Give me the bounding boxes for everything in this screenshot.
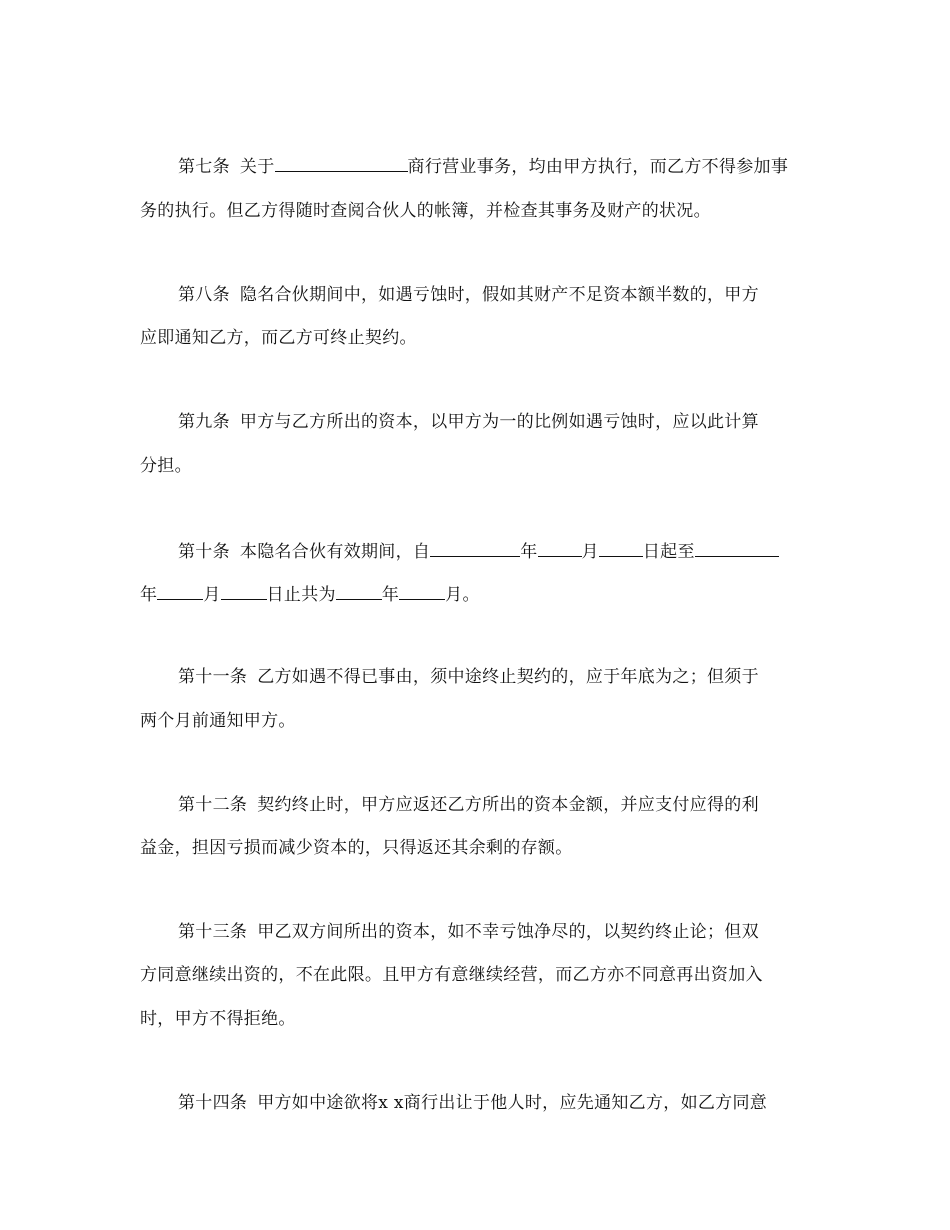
article-9-line-2: 分担。 [140,456,192,476]
article-10-line-1 [178,538,812,562]
article-8-line-1 [178,283,812,307]
article-11-text: 乙方如遇不得已事由，须中途终止契约的，应于年底为之；但须于 [257,667,759,687]
article-7-label: 第七条 [178,157,230,177]
article-13-line-1 [178,920,812,944]
article-10-text-3: 月 [581,542,599,562]
article-8-line-2: 应即通知乙方，而乙方可终止契约。 [140,328,417,348]
article-10-blank-year-start [430,538,520,557]
article-13-line-3: 时，甲方不得拒绝。 [140,1009,296,1029]
article-7-blank [275,153,408,172]
article-10-blank-months [399,581,445,600]
article-11-label: 第十一条 [178,667,248,687]
article-13-line-2: 方同意继续出资的，不在此限。且甲方有意继续经营，而乙方亦不同意再出资加入 [140,965,763,985]
article-7-text-post: 商行营业事务，均由甲方执行，而乙方不得参加事 [407,157,789,177]
article-12-text: 契约终止时，甲方应返还乙方所出的资本金额，并应支付应得的利 [257,795,759,815]
article-10-text-4: 日起至 [642,542,695,562]
article-12-label: 第十二条 [178,795,248,815]
article-9-line-1 [178,410,812,434]
article-10-blank-years [336,581,382,600]
article-11-line-1 [178,665,812,689]
article-14-label: 第十四条 [178,1093,248,1113]
article-7-text-pre: 关于 [239,157,275,177]
article-12-line-2: 益金，担因亏损而减少资本的，只得返还其余剩的存额。 [140,838,573,858]
article-10-text-7: 日止共为 [266,585,336,605]
article-7-line-2: 务的执行。但乙方得随时查阅合伙人的帐簿，并检查其事务及财产的状况。 [140,201,711,221]
article-14-text: 甲方如中途欲将x x商行出让于他人时，应先通知乙方，如乙方同意 [257,1093,768,1113]
article-8-label: 第八条 [178,285,230,305]
article-10-blank-year-end [695,538,779,557]
article-10-text-6: 月 [203,585,221,605]
article-10-blank-month-end [157,581,203,600]
article-10-text-2: 年 [520,542,538,562]
article-8-text: 隐名合伙期间中，如遇亏蚀时，假如其财产不足资本额半数的，甲方 [239,285,759,305]
article-9-text: 甲方与乙方所出的资本，以甲方为一的比例如遇亏蚀时，应以此计算 [239,412,759,432]
article-10-blank-day-end [221,581,267,600]
article-9-label: 第九条 [178,412,230,432]
article-10-text-5: 年 [140,585,158,605]
article-10-text-9: 月。 [445,585,480,605]
article-10-blank-day-start [599,538,643,557]
article-10-label: 第十条 [178,542,230,562]
article-10-blank-month-start [538,538,582,557]
article-10-text-1: 本隐名合伙有效期间，自 [239,542,431,562]
article-10-line-2 [140,581,812,605]
article-12-line-1 [178,793,812,817]
article-10-text-8: 年 [381,585,400,605]
article-13-label: 第十三条 [178,922,248,942]
article-14-line-1 [178,1091,812,1115]
article-13-text: 甲乙双方间所出的资本，如不幸亏蚀净尽的，以契约终止论；但双 [257,922,759,942]
article-11-line-2: 两个月前通知甲方。 [140,711,296,731]
article-7-line-1 [178,153,812,177]
